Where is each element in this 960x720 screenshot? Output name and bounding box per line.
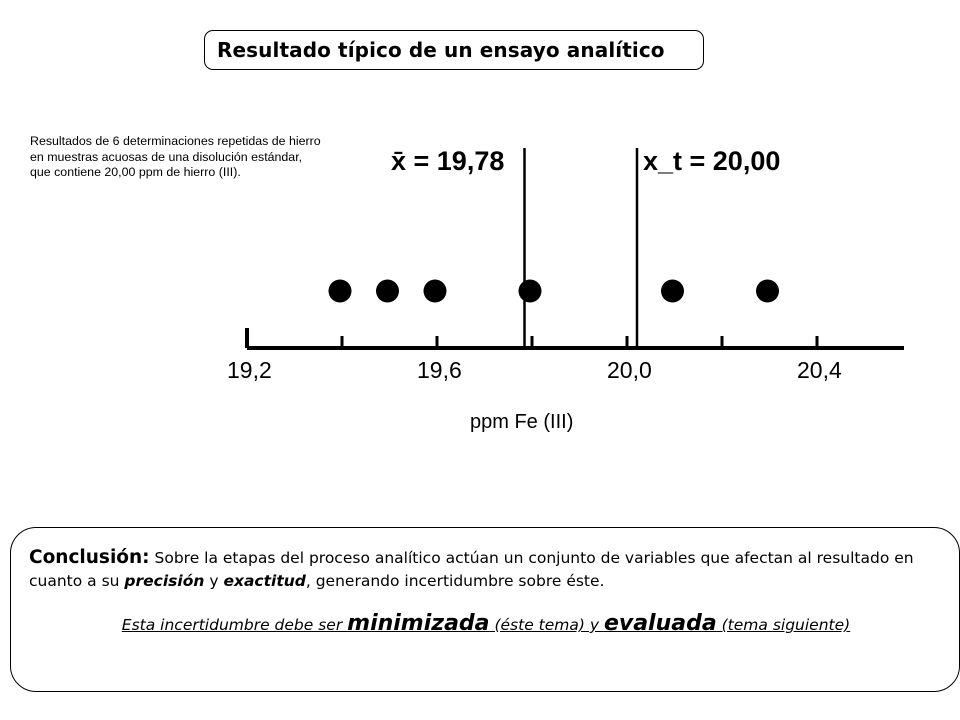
x-axis-label: ppm Fe (III) [470, 411, 574, 433]
exactitud-term: exactitud [223, 572, 306, 590]
conclusion-text-1: Sobre la etapas del proceso analítico actúan un conjunto de variables que afectan al resultado en cuanto a su [29, 549, 914, 590]
data-point [756, 280, 779, 303]
data-point [661, 280, 684, 303]
conclusion-text-y: y [204, 572, 224, 590]
evaluada-term: evaluada [603, 611, 717, 636]
data-point [424, 280, 447, 303]
true-value-label: x_t = 20,00 [643, 146, 781, 176]
data-point [329, 280, 352, 303]
x-tick-label: 19,2 [227, 357, 272, 383]
uncertainty-text-3: (tema siguiente) [716, 616, 851, 634]
uncertainty-text-1: Esta incertidumbre debe ser [121, 616, 348, 634]
conclusion-label: Conclusión: [29, 547, 150, 568]
x-tick-label: 19,6 [417, 357, 462, 383]
minimizada-term: minimizada [347, 611, 490, 636]
uncertainty-text-2: (éste tema) y [489, 616, 604, 634]
slide-title-text: Resultado típico de un ensayo analítico [217, 38, 665, 62]
precision-term: precisión [124, 572, 205, 590]
data-point [519, 280, 542, 303]
conclusion-paragraph [29, 546, 943, 593]
data-point [376, 280, 399, 303]
conclusion-box [10, 527, 960, 692]
mean-label: x̄ = 19,78 [391, 146, 505, 176]
figure-caption: Resultados de 6 determinaciones repetidas de hierro en muestras acuosas de una disolución estándar, que contiene 20,00 ppm de hierro (III). [30, 134, 321, 180]
x-tick-label: 20,4 [797, 357, 842, 383]
conclusion-text-2: , generando incertidumbre sobre éste. [305, 572, 605, 590]
uncertainty-line [29, 612, 943, 637]
x-tick-label: 20,0 [607, 357, 652, 383]
